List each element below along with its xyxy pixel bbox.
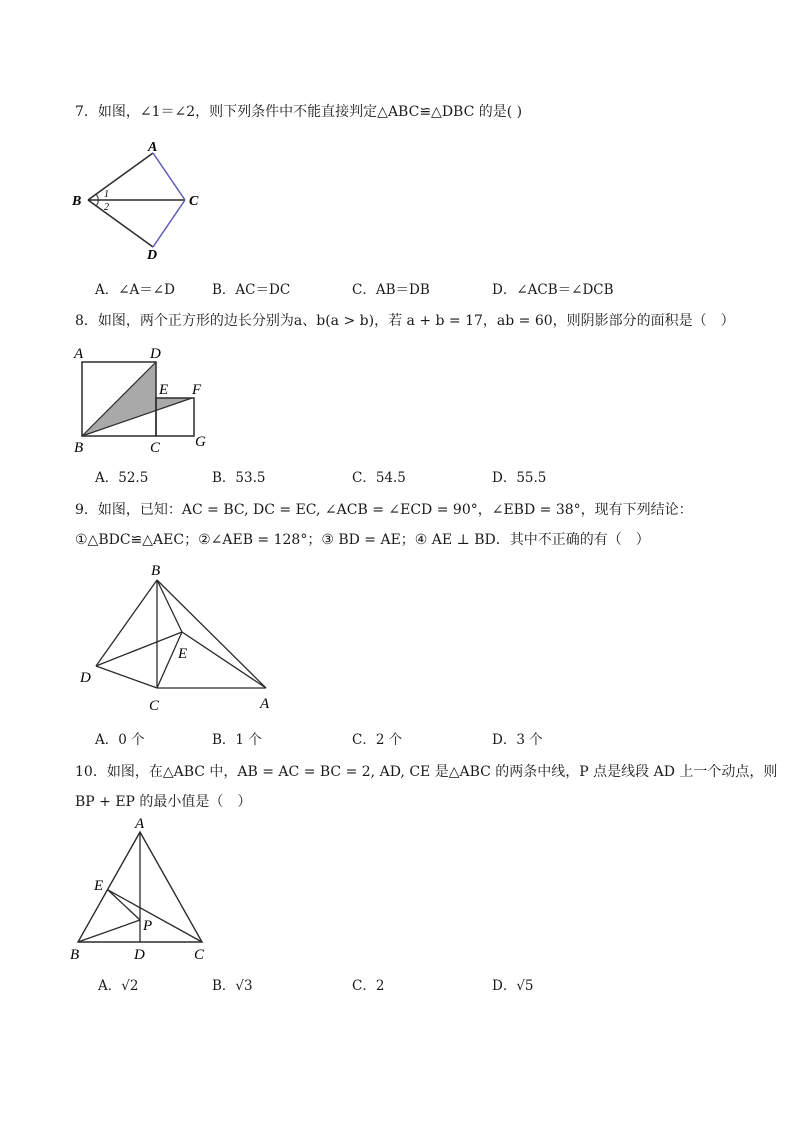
q10-label-P: P bbox=[143, 918, 153, 934]
q7-option-b[interactable]: B．AC＝DC bbox=[212, 282, 291, 298]
q7-option-c[interactable]: C．AB＝DB bbox=[352, 282, 430, 298]
q8-label-A: A bbox=[74, 346, 84, 362]
q7-stem: 7．如图，∠1＝∠2，则下列条件中不能直接判定△ABC≌△DBC 的是( ) bbox=[75, 104, 523, 120]
q9-stem-line1: 9．如图，已知：AC = BC, DC = EC, ∠ACB = ∠ECD = 90°，∠EBD = 38°，现有下列结论： bbox=[75, 502, 693, 518]
q7-seg-BD bbox=[88, 200, 153, 247]
q8-label-E: E bbox=[159, 382, 169, 398]
q9-seg-BD bbox=[96, 580, 157, 666]
q10-label-A: A bbox=[135, 816, 145, 832]
q7-label-2: 2 bbox=[104, 202, 109, 213]
q7-figure bbox=[68, 135, 218, 269]
q10-option-b[interactable]: B．√3 bbox=[212, 978, 253, 994]
q8-label-G: G bbox=[195, 434, 206, 450]
q9-seg-BA bbox=[157, 580, 266, 688]
q7-label-A: A bbox=[148, 140, 158, 155]
q7-label-1: 1 bbox=[104, 189, 109, 200]
q9-option-a[interactable]: A．0 个 bbox=[95, 732, 145, 748]
q10-stem-line1: 10．如图，在△ABC 中，AB = AC = BC = 2, AD, CE 是△ABC 的两条中线，P 点是线段 AD 上一个动点，则 bbox=[75, 764, 778, 780]
q9-label-D: D bbox=[80, 670, 91, 686]
q10-figure bbox=[64, 812, 224, 968]
q9-option-b[interactable]: B．1 个 bbox=[212, 732, 262, 748]
q8-option-d[interactable]: D．55.5 bbox=[492, 470, 547, 486]
q8-label-F: F bbox=[192, 382, 202, 398]
q10-option-d[interactable]: D．√5 bbox=[492, 978, 534, 994]
q8-label-D: D bbox=[150, 346, 161, 362]
q8-option-a[interactable]: A．52.5 bbox=[95, 470, 149, 486]
q9-stem-line2: ①△BDC≌△AEC；②∠AEB = 128°；③ BD = AE；④ AE ⊥ BD．其中不正确的有（ ） bbox=[75, 532, 650, 548]
q7-label-B: B bbox=[72, 194, 82, 209]
q9-option-c[interactable]: C．2 个 bbox=[352, 732, 403, 748]
q9-label-B: B bbox=[151, 563, 161, 579]
q8-stem: 8．如图，两个正方形的边长分别为a、b(a > b)，若 a + b = 17，ab = 60，则阴影部分的面积是（ ） bbox=[75, 313, 735, 329]
q7-option-a[interactable]: A．∠A＝∠D bbox=[95, 282, 175, 298]
q7-label-C: C bbox=[189, 194, 199, 209]
q10-seg-BP bbox=[78, 920, 140, 942]
q8-option-b[interactable]: B．53.5 bbox=[212, 470, 266, 486]
q8-shaded-region bbox=[82, 362, 192, 436]
q10-stem-line2: BP + EP 的最小值是（ ） bbox=[75, 794, 252, 810]
q9-seg-EA bbox=[182, 632, 266, 688]
q10-label-D: D bbox=[134, 947, 145, 963]
q7-label-D: D bbox=[147, 248, 158, 263]
q7-seg-DC bbox=[153, 200, 185, 247]
q9-label-E: E bbox=[178, 646, 188, 662]
q7-option-d[interactable]: D．∠ACB＝∠DCB bbox=[492, 282, 614, 298]
q10-option-c[interactable]: C．2 bbox=[352, 978, 385, 994]
q8-option-c[interactable]: C．54.5 bbox=[352, 470, 406, 486]
q10-label-E: E bbox=[94, 878, 104, 894]
q9-seg-DC bbox=[96, 666, 157, 688]
q9-label-C: C bbox=[149, 698, 160, 714]
q10-label-B: B bbox=[70, 947, 80, 963]
q9-seg-BE bbox=[157, 580, 182, 632]
q9-option-d[interactable]: D．3 个 bbox=[492, 732, 543, 748]
q8-figure bbox=[68, 340, 228, 459]
q8-label-B: B bbox=[74, 440, 84, 455]
q10-label-C: C bbox=[194, 947, 205, 963]
q8-label-C: C bbox=[150, 440, 161, 455]
q9-figure bbox=[74, 558, 284, 720]
q7-seg-BA bbox=[88, 153, 153, 200]
q9-label-A: A bbox=[260, 696, 270, 712]
q7-seg-AC bbox=[153, 153, 185, 200]
q10-option-a[interactable]: A．√2 bbox=[98, 978, 139, 994]
